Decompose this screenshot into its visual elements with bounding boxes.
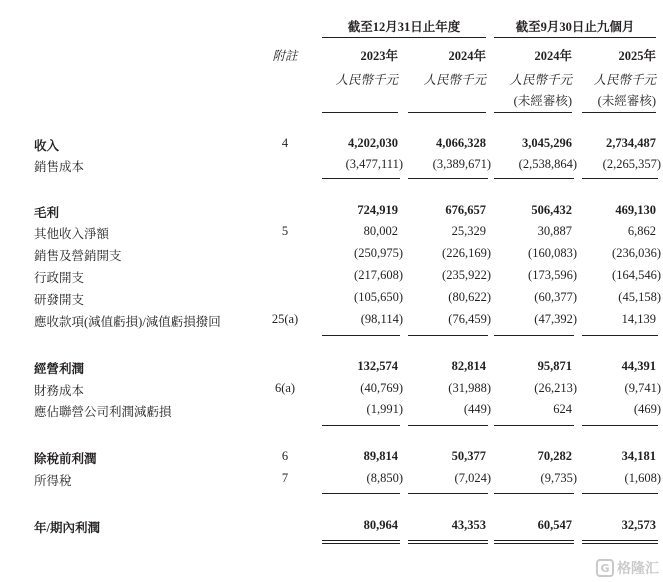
subtotal-rule (582, 425, 658, 426)
value-cell: (164,546) (612, 268, 661, 282)
unaudited-header: (未經審核) (597, 94, 656, 108)
total-double-rule (494, 543, 574, 544)
unit-header: 人民幣千元 (335, 73, 398, 87)
value-cell: (7,024) (454, 471, 491, 485)
row-label: 年/期內利潤 (34, 521, 100, 535)
total-double-rule (494, 540, 574, 541)
value-cell: (226,169) (442, 246, 491, 260)
header-rule-col1 (322, 112, 398, 113)
row-note: 7 (281, 471, 289, 485)
value-cell: (45,158) (618, 290, 661, 304)
total-double-rule (322, 540, 400, 541)
value-cell: (47,392) (534, 312, 577, 326)
value-cell: (8,850) (366, 471, 403, 485)
value-cell: 25,329 (451, 224, 486, 238)
unit-header: 人民幣千元 (423, 73, 486, 87)
subtotal-rule (494, 425, 574, 426)
value-cell: 82,814 (451, 359, 486, 373)
year-header: 2024年 (534, 49, 572, 63)
value-cell: (9,741) (624, 381, 661, 395)
value-cell: (9,735) (540, 471, 577, 485)
row-label: 經營利潤 (34, 362, 85, 376)
value-cell: (60,377) (534, 290, 577, 304)
value-cell: 60,547 (537, 518, 572, 532)
value-cell: 2,734,487 (606, 136, 656, 150)
row-note: 4 (281, 136, 289, 150)
value-cell: (76,459) (448, 312, 491, 326)
total-double-rule (582, 543, 658, 544)
subtotal-rule (494, 493, 574, 494)
value-cell: (40,769) (360, 381, 403, 395)
value-cell: (3,389,671) (432, 157, 491, 171)
header-group-rule-year (322, 37, 486, 38)
row-label: 研發開支 (34, 293, 85, 307)
subtotal-rule (322, 493, 400, 494)
value-cell: 43,353 (451, 518, 486, 532)
row-note: 5 (281, 224, 289, 238)
row-label: 毛利 (34, 206, 60, 220)
value-cell: (80,622) (448, 290, 491, 304)
row-label: 行政開支 (34, 271, 85, 285)
value-cell: (26,213) (534, 381, 577, 395)
value-cell: 80,964 (363, 518, 398, 532)
value-cell: (1,608) (624, 471, 661, 485)
value-cell: (235,922) (442, 268, 491, 282)
header-rule-col4 (582, 112, 656, 113)
value-cell: 724,919 (357, 203, 398, 217)
value-cell: (98,114) (360, 312, 403, 326)
subtotal-rule (408, 493, 488, 494)
value-cell: (2,265,357) (602, 157, 661, 171)
row-label: 應佔聯營公司利潤減虧損 (34, 405, 172, 419)
row-label: 其他收入淨額 (34, 227, 110, 241)
value-cell: (3,477,111) (345, 157, 403, 171)
unit-header: 人民幣千元 (593, 73, 656, 87)
watermark-logo-icon: G (596, 559, 614, 577)
value-cell: 624 (553, 402, 572, 416)
value-cell: 89,814 (363, 449, 398, 463)
row-label: 收入 (34, 139, 60, 153)
value-cell: (449) (463, 402, 491, 416)
value-cell: (236,036) (612, 246, 661, 260)
total-double-rule (408, 540, 488, 541)
unit-header: 人民幣千元 (509, 73, 572, 87)
header-rule-col3 (494, 112, 572, 113)
value-cell: 3,045,296 (522, 136, 572, 150)
value-cell: (2,538,864) (518, 157, 577, 171)
row-note: 25(a) (271, 312, 299, 326)
value-cell: (469) (633, 402, 661, 416)
value-cell: 34,181 (621, 449, 656, 463)
value-cell: 676,657 (445, 203, 486, 217)
year-header: 2024年 (448, 49, 486, 63)
subtotal-rule (582, 178, 658, 179)
watermark (596, 558, 659, 578)
value-cell: (173,596) (528, 268, 577, 282)
year-header: 2023年 (360, 49, 398, 63)
value-cell: 4,066,328 (436, 136, 486, 150)
value-cell: 32,573 (621, 518, 656, 532)
total-double-rule (322, 543, 400, 544)
value-cell: (105,650) (354, 290, 403, 304)
row-label: 銷售及營銷開支 (34, 249, 122, 263)
row-label: 所得稅 (34, 474, 72, 488)
value-cell: (1,991) (366, 402, 403, 416)
value-cell: (217,608) (354, 268, 403, 282)
subtotal-rule (494, 335, 574, 336)
value-cell: (31,988) (448, 381, 491, 395)
value-cell: 30,887 (537, 224, 572, 238)
value-cell: 4,202,030 (348, 136, 398, 150)
subtotal-rule (322, 425, 400, 426)
total-double-rule (408, 543, 488, 544)
subtotal-rule (494, 178, 574, 179)
value-cell: 506,432 (531, 203, 572, 217)
subtotal-rule (322, 335, 400, 336)
unaudited-header: (未經審核) (513, 94, 572, 108)
value-cell: 80,002 (363, 224, 398, 238)
row-note: 6 (281, 449, 289, 463)
subtotal-rule (582, 493, 658, 494)
year-header: 2025年 (618, 49, 656, 63)
row-label: 銷售成本 (34, 160, 85, 174)
header-group-rule-nine (494, 37, 656, 38)
note-column-header: 附註 (272, 49, 298, 63)
subtotal-rule (408, 425, 488, 426)
value-cell: (250,975) (354, 246, 403, 260)
header-group-year: 截至12月31日止年度 (347, 20, 461, 34)
header-group-nine: 截至9月30日止九個月 (515, 20, 635, 34)
value-cell: 95,871 (537, 359, 572, 373)
subtotal-rule (582, 335, 658, 336)
header-rule-col2 (408, 112, 486, 113)
subtotal-rule (408, 335, 488, 336)
value-cell: 44,391 (621, 359, 656, 373)
value-cell: 6,862 (627, 224, 656, 238)
row-note: 6(a) (274, 381, 296, 395)
value-cell: 469,130 (615, 203, 656, 217)
watermark-text: 格隆汇 (617, 561, 659, 577)
row-label: 應收款項(減值虧損)/減值虧損撥回 (34, 315, 221, 329)
total-double-rule (582, 540, 658, 541)
row-label: 除稅前利潤 (34, 452, 97, 466)
subtotal-rule (408, 178, 488, 179)
value-cell: 14,139 (621, 312, 656, 326)
value-cell: 70,282 (537, 449, 572, 463)
value-cell: (160,083) (528, 246, 577, 260)
subtotal-rule (322, 178, 400, 179)
value-cell: 50,377 (451, 449, 486, 463)
row-label: 財務成本 (34, 384, 85, 398)
value-cell: 132,574 (357, 359, 398, 373)
